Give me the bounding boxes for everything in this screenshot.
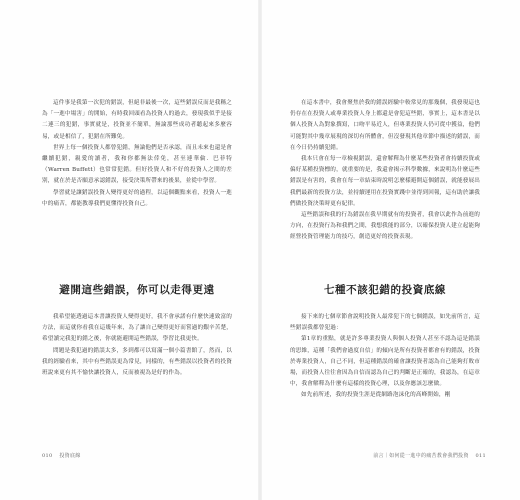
right-section-heading: 七種不該犯錯的投資底線 — [323, 284, 447, 296]
right-paragraph-1: 在這本書中，我會聚焦於我的錯誤經驗中較常見的那幾個，我發現這也仍存在在投資人或專業投資人身上都還是會犯這些錯，事實上，這本書是以個人投資人為對象撰寫，口吻平易近人，但專業投資人仍可從中獲益，他們可能對其中幾章展現的深切有所體會，但沒發現其他章節中描述的錯誤，而在今日仍持續犯錯。 — [290, 100, 480, 151]
right-paragraph-5: 第1章的重點，就是許多專業投資人與個人投資人甚至不認為這是錯誤的思維，這種「我們會過度自信」的傾向是所有投資者都會有的錯誤，投資於專業投資人，自己不同，但這種錯誤的確會讓投資者認為自己能夠打敗市場，而投資人往往會因為自信而認為自己的判斷是正確的，我認為，在這章中，我會解釋為什麼有這樣的投資心理，以及你應該怎麼做。 — [290, 336, 480, 388]
left-body-text — [42, 312, 232, 379]
right-intro-text — [290, 98, 480, 244]
left-paragraph-5: 問題是我犯過的錯誤太多，多到都可以寫滿一個小篇書館了，然而，以我的經驗看來，其中有些錯誤更為常見，同樣的，有些錯誤以投資者的投資班說來更有其不愉快讓投資人，反而被視為是好的作為。 — [42, 347, 232, 377]
right-page — [260, 0, 520, 500]
left-running-title: 投資底線 — [59, 453, 81, 459]
right-running-title: 前言｜如何從一進中的痛苦教會我們投資 — [373, 453, 469, 459]
left-page-number: 010 — [42, 453, 53, 459]
right-paragraph-2: 我本只會在每一章檢視錯誤，還會解釋為什麼某些投資者會持續投資或偏好某種投資標的，就重要的是，我還會揭示科學數據，來說明為什麼這些錯誤是有害的，我會在每一章結束時說明怎麼樣避開這個錯誤，就能發展出我們最新的投資方法，並持續運用在投資實踐中並得到回報，這有助於讓我們做投資決策時更有紀律。 — [290, 156, 480, 207]
right-paragraph-6: 如先前所述，我的投資生涯是從網路泡沫化的高峰開始，剛 — [301, 392, 451, 399]
left-paragraph-3: 學習就是讓錯誤投資人變得更好的過程，以這個觀點來看，投資人一進中的痛苦，都能教導我們更懂得投資自己。 — [42, 189, 232, 207]
left-paragraph-2: 世界上每一個投資人都曾犯錯，無論他們是否承認，而且未來也還是會繼續犯錯，親愛的讀者，我和你都無法倖免，甚至連華倫．巴菲特（Warren Buffett）也常常犯錯。但好投資人和不好的投資人之間的差別，就在於是否願意承認錯誤，接受決策所帶來的後果，並從中學習。 — [42, 144, 232, 185]
right-page-number: 011 — [475, 453, 486, 459]
left-section-heading: 避開這些錯誤，你可以走得更遠 — [59, 284, 215, 296]
right-paragraph-3: 這些錯誤和我的行為錯誤在我早期就有的投資者，我會以此作為前進的方向，在投資行為和我們之間，我想我能的部分，以確保投資人建立起能夠經營投資管理能力的技巧，創造更好的投資表現。 — [290, 212, 480, 241]
right-paragraph-4: 接下來的七個章節會說明投資人最常犯下的七個錯誤，如先前所言，這些錯誤我都曾犯過： — [290, 314, 480, 332]
right-body-text — [290, 312, 480, 402]
left-intro-text — [42, 98, 232, 210]
left-footer — [42, 452, 81, 459]
left-paragraph-4: 我希望能透過這本書讓投資人變得更好，我不會承諾有什麼快速致富的方法，而這就你看我在這幾年來，為了讓自己變得更好而嘗過的艱辛苦楚，希望讀完我犯的錯之後，你就能避開這些錯誤，學習比我更快。 — [42, 314, 232, 343]
left-paragraph-1: 這件事是我第一次犯的錯誤，但絕非最後一次，這些錯誤反而是我稱之為「一進中場害」的開始，有時我回頭看為投資人的過去，發現我似乎是接二連三的犯錯，事實就是，投資並不簡單，無論那些成功者聽起來多麼容易，或是相信了，犯錯在所難免。 — [42, 100, 232, 140]
right-footer — [373, 452, 486, 459]
